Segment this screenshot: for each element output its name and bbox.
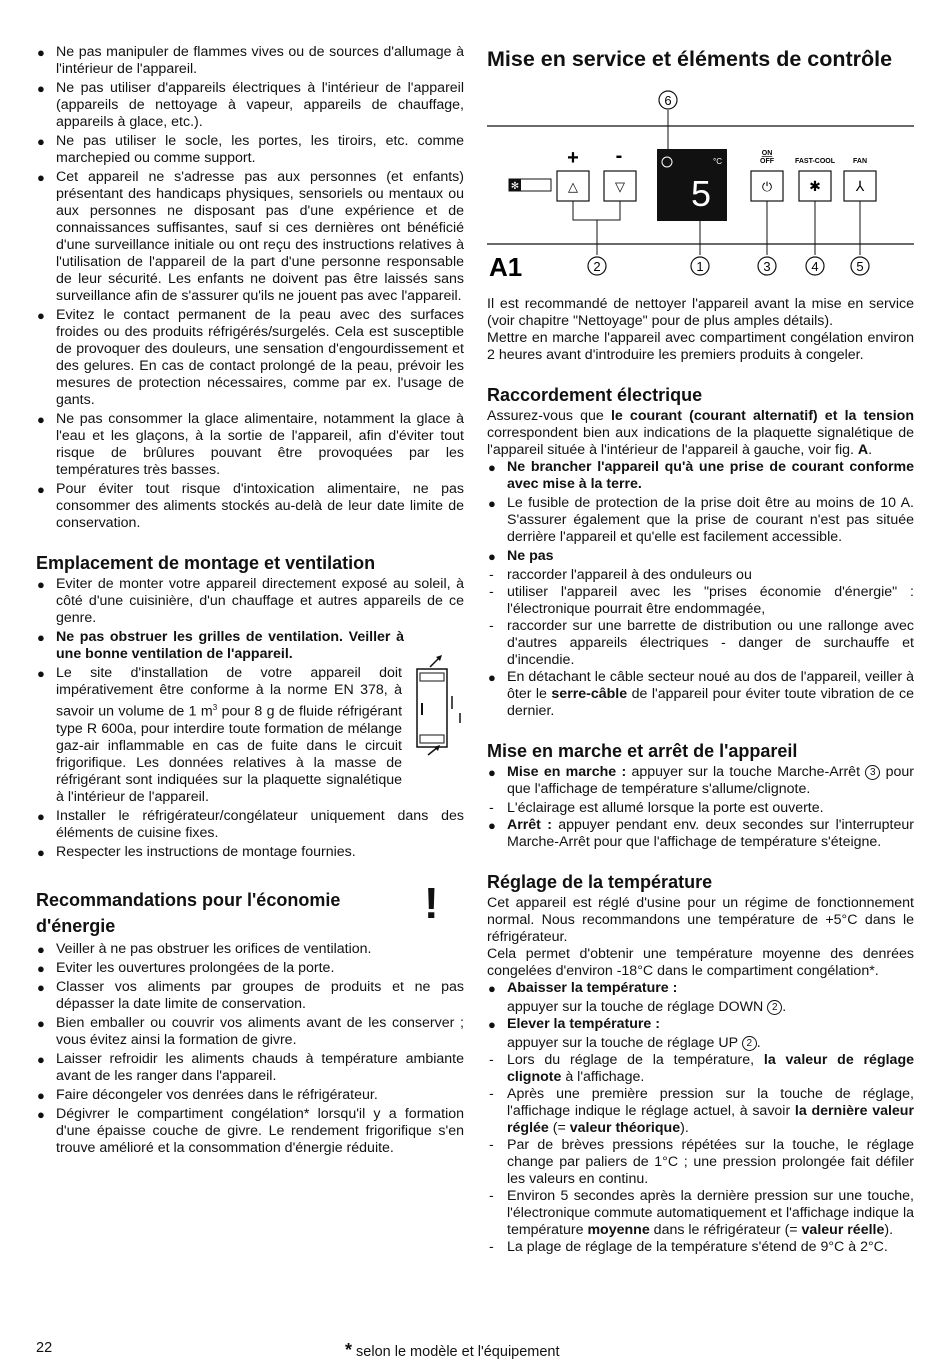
on-off-heading: Mise en marche et arrêt de l'appareil xyxy=(487,741,798,761)
list-item: ● Ne brancher l'appareil qu'à une prise de courant conforme avec mise à la terre. xyxy=(487,459,914,493)
svg-text:OFF: OFF xyxy=(760,158,774,165)
list-item: ● Dégivrer le compartiment congélation* lorsqu'il y a formation d'une épaisse couche de givre. Le rendement frigorifique s'en trouve amélioré et la consommation d'énergie réduite. xyxy=(36,1106,464,1157)
list-item: ● Cet appareil ne s'adresse pas aux personnes (et enfants) présentant des handicaps physiques, sensoriels ou mentaux ou aux personnes ne disposant pas d'une expérience et de connaissances suffisantes, sauf si ces dernières ont bénéficié d'une surveillance initiale ou ont reçu des instructions relatives à l'utilisation de l'appareil de la part d'une personne responsable de leur sécurité. Les enfants ne doivent pas être laissés sans surveillance afin de s'assurer qu'ils ne jouent pas avec l'appareil. xyxy=(36,169,464,305)
temperature-text: Cela permet d'obtenir une température moyenne des denrées congelées d'environ -18°C dans le compartiment congélation*. xyxy=(487,946,914,979)
list-item: ● Respecter les instructions de montage fournies. xyxy=(36,844,464,861)
svg-text:°C: °C xyxy=(713,157,722,166)
list-item: ● Pour éviter tout risque d'intoxication alimentaire, ne pas consommer des aliments stockés au-delà de leur date limite de conservation. xyxy=(36,481,464,532)
list-item: ● Ne pas utiliser le socle, les portes, les tiroirs, etc. comme marchepied ou comme support. xyxy=(36,133,464,167)
instruction: appuyer sur la touche de réglage DOWN 2 . xyxy=(507,999,787,1015)
dash-item: - raccorder l'appareil à des onduleurs ou xyxy=(487,567,914,584)
svg-text:5: 5 xyxy=(856,259,864,274)
dash-item: - utiliser l'appareil avec les "prises économie d'énergie" : l'électronique pourrait être endommagée, xyxy=(487,584,914,618)
dash-item: - Lors du réglage de la température, la valeur de réglage clignote à l'affichage. xyxy=(487,1052,914,1086)
svg-text:✻: ✻ xyxy=(510,181,520,192)
callout-2: 2 xyxy=(767,1000,782,1015)
list-item: ● Arrêt : appuyer pendant env. deux secondes sur l'interrupteur Marche-Arrêt pour que l'affichage de température s'éteigne. xyxy=(487,817,914,851)
list-item: ● Elever la température : xyxy=(487,1016,914,1033)
list-item: ● Ne pas consommer la glace alimentaire, notamment la glace à l'eau et les glaçons, à la sortie de l'appareil, afin d'éviter tout risque de brûlures pouvant être provoquées par les températures très basses. xyxy=(36,411,464,479)
list-item: ● Ne pas xyxy=(487,548,914,565)
page-number: 22 xyxy=(36,1340,53,1356)
footnote: * selon le modèle et l'équipement xyxy=(345,1340,560,1360)
install-heading: Emplacement de montage et ventilation xyxy=(36,553,376,573)
dash-item: - Après une première pression sur la touche de réglage, l'affichage indique le réglage actuel, à savoir la dernière valeur réglée (= valeur théorique). xyxy=(487,1086,914,1137)
svg-text:ON: ON xyxy=(761,150,773,157)
left-column xyxy=(36,44,464,1159)
temperature-text: Cet appareil est réglé d'usine pour un régime de fonctionnement normal. Nous recommandons une température de +5°C dans le réfrigérateur. xyxy=(487,895,914,945)
display-digit: 5 xyxy=(690,173,712,214)
svg-text:1: 1 xyxy=(696,259,704,274)
right-column xyxy=(487,44,914,1256)
list-item: ● Ne pas manipuler de flammes vives ou de sources d'allumage à l'intérieur de l'appareil. xyxy=(36,44,464,78)
electrical-intro: Assurez-vous que le courant (courant alternatif) et la tension correspondent bien aux indications de la plaquette signalétique de l'appareil située à l'intérieur de l'appareil à gauche, voir fig. A. xyxy=(487,408,915,458)
callout-2: 2 xyxy=(742,1036,757,1051)
list-item: ● Abaisser la température : xyxy=(487,980,914,997)
svg-text:6: 6 xyxy=(664,93,672,108)
eco-heading: Recommandations pour l'économie d'énergie xyxy=(36,889,341,936)
page-title: Mise en service et éléments de contrôle xyxy=(487,47,893,71)
intro-text: Il est recommandé de nettoyer l'appareil avant la mise en service (voir chapitre "Nettoyage" pour de plus amples détails). xyxy=(487,296,914,329)
list-item: ● Le fusible de protection de la prise doit être au moins de 10 A. S'assurer également que la prise de courant n'est pas située derrière l'appareil et qu'elle est facilement accessible. xyxy=(487,495,914,546)
instruction: appuyer sur la touche de réglage UP 2 . xyxy=(507,1035,761,1051)
svg-text:4: 4 xyxy=(811,259,819,274)
list-item: ● Mise en marche : appuyer sur la touche Marche-Arrêt 3 pour que l'affichage de température s'allume/clignote. xyxy=(487,764,914,798)
svg-text:FAN: FAN xyxy=(853,158,867,165)
dash-item: - L'éclairage est allumé lorsque la porte est ouverte. xyxy=(487,800,914,817)
dash-item: - La plage de réglage de la température s'étend de 9°C à 2°C. xyxy=(487,1239,914,1256)
power-icon: ⏻ xyxy=(761,179,773,194)
svg-text:2: 2 xyxy=(593,259,601,274)
list-item: ● Bien emballer ou couvrir vos aliments avant de les conserver ; vous évitez ainsi la formation de givre. xyxy=(36,1015,464,1049)
fan-icon: ⅄ xyxy=(855,178,865,194)
dash-item: - raccorder sur une barrette de distribution ou une rallonge avec d'autres appareils électriques - danger de surchauffe et d'incendie. xyxy=(487,618,914,669)
ventilation-diagram xyxy=(412,651,464,761)
electrical-heading: Raccordement électrique xyxy=(487,385,703,405)
list-item: ● Eviter les ouvertures prolongées de la porte. xyxy=(36,960,464,977)
figure-label: A1 xyxy=(489,252,523,282)
callout-3: 3 xyxy=(865,765,880,780)
list-item: ● Evitez le contact permanent de la peau avec des surfaces froides ou des produits réfrigérés/surgelés. Cela est susceptible de provoquer des douleurs, une sensation d'engourdissement et des gelures. En cas de contact prolongé de la peau, prévoir les mesures de protection nécessaires, comme par ex. l'usage de gants. xyxy=(36,307,464,409)
up-arrow-icon: △ xyxy=(568,179,578,194)
temperature-heading: Réglage de la température xyxy=(487,872,713,892)
list-item: ● Laisser refroidir les aliments chauds à température ambiante avant de les ranger dans l'appareil. xyxy=(36,1051,464,1085)
list-item: ● En détachant le câble secteur noué au dos de l'appareil, veiller à ôter le serre-câble de l'appareil pour éviter toute vibration de ce dernier. xyxy=(487,669,914,720)
down-arrow-icon: ▽ xyxy=(615,179,625,194)
dash-item: - Par de brèves pressions répétées sur la touche, le réglage change par paliers de 1°C ; une pression prolongée fait défiler les valeurs en continu. xyxy=(487,1137,914,1188)
control-panel-figure xyxy=(487,84,914,282)
list-item: ● Ne pas utiliser d'appareils électriques à l'intérieur de l'appareil (appareils de nettoyage à vapeur, appareils de chauffage, appareils à glace, etc.). xyxy=(36,80,464,131)
svg-text:3: 3 xyxy=(763,259,771,274)
safety-list xyxy=(36,44,464,532)
list-item: ● Faire décongeler vos denrées dans le réfrigérateur. xyxy=(36,1087,464,1104)
list-item: ● Classer vos aliments par groupes de produits et ne pas dépasser la date limite de conservation. xyxy=(36,979,464,1013)
plus-sign: + xyxy=(567,147,579,169)
minus-sign: - xyxy=(615,145,623,167)
list-item: ● Veiller à ne pas obstruer les orifices de ventilation. xyxy=(36,941,464,958)
svg-text:FAST-COOL: FAST-COOL xyxy=(794,158,836,165)
intro-text: Mettre en marche l'appareil avec compartiment congélation environ 2 heures avant d'introduire les premiers produits à congeler. xyxy=(487,330,914,363)
eco-list xyxy=(36,941,464,1157)
ventilation-warning: Ne pas obstruer les grilles de ventilation. Veiller à une bonne ventilation de l'appareil. xyxy=(56,629,404,662)
snowflake-icon: ✱ xyxy=(809,178,821,194)
list-item xyxy=(36,629,464,663)
list-item: ● Eviter de monter votre appareil directement exposé au soleil, à côté d'une cuisinière, d'un chauffage et autres appareils de ce genre. xyxy=(36,576,464,627)
dash-item: - Environ 5 secondes après la dernière pression sur une touche, l'électronique commute automatiquement et l'affichage indique la température moyenne dans le réfrigérateur (= valeur réelle). xyxy=(487,1188,914,1239)
warning-exclamation: ! xyxy=(424,878,439,928)
list-item: ● Le site d'installation de votre appareil doit impérativement être conforme à la norme EN 378, à savoir un volume de 1 $m^3$ pour 8 g de fluide réfrigérant type R 600a, pour interdire toute formation de mélange gaz-air inflammable en cas de fuite dans le circuit frigorifique. Les données relatives à la masse de réfrigérant sont indiquées sur la plaquette signalétique à l'intérieur de l'appareil. xyxy=(36,665,464,806)
list-item: ● Installer le réfrigérateur/congélateur uniquement dans des éléments de cuisine fixes. xyxy=(36,808,464,842)
